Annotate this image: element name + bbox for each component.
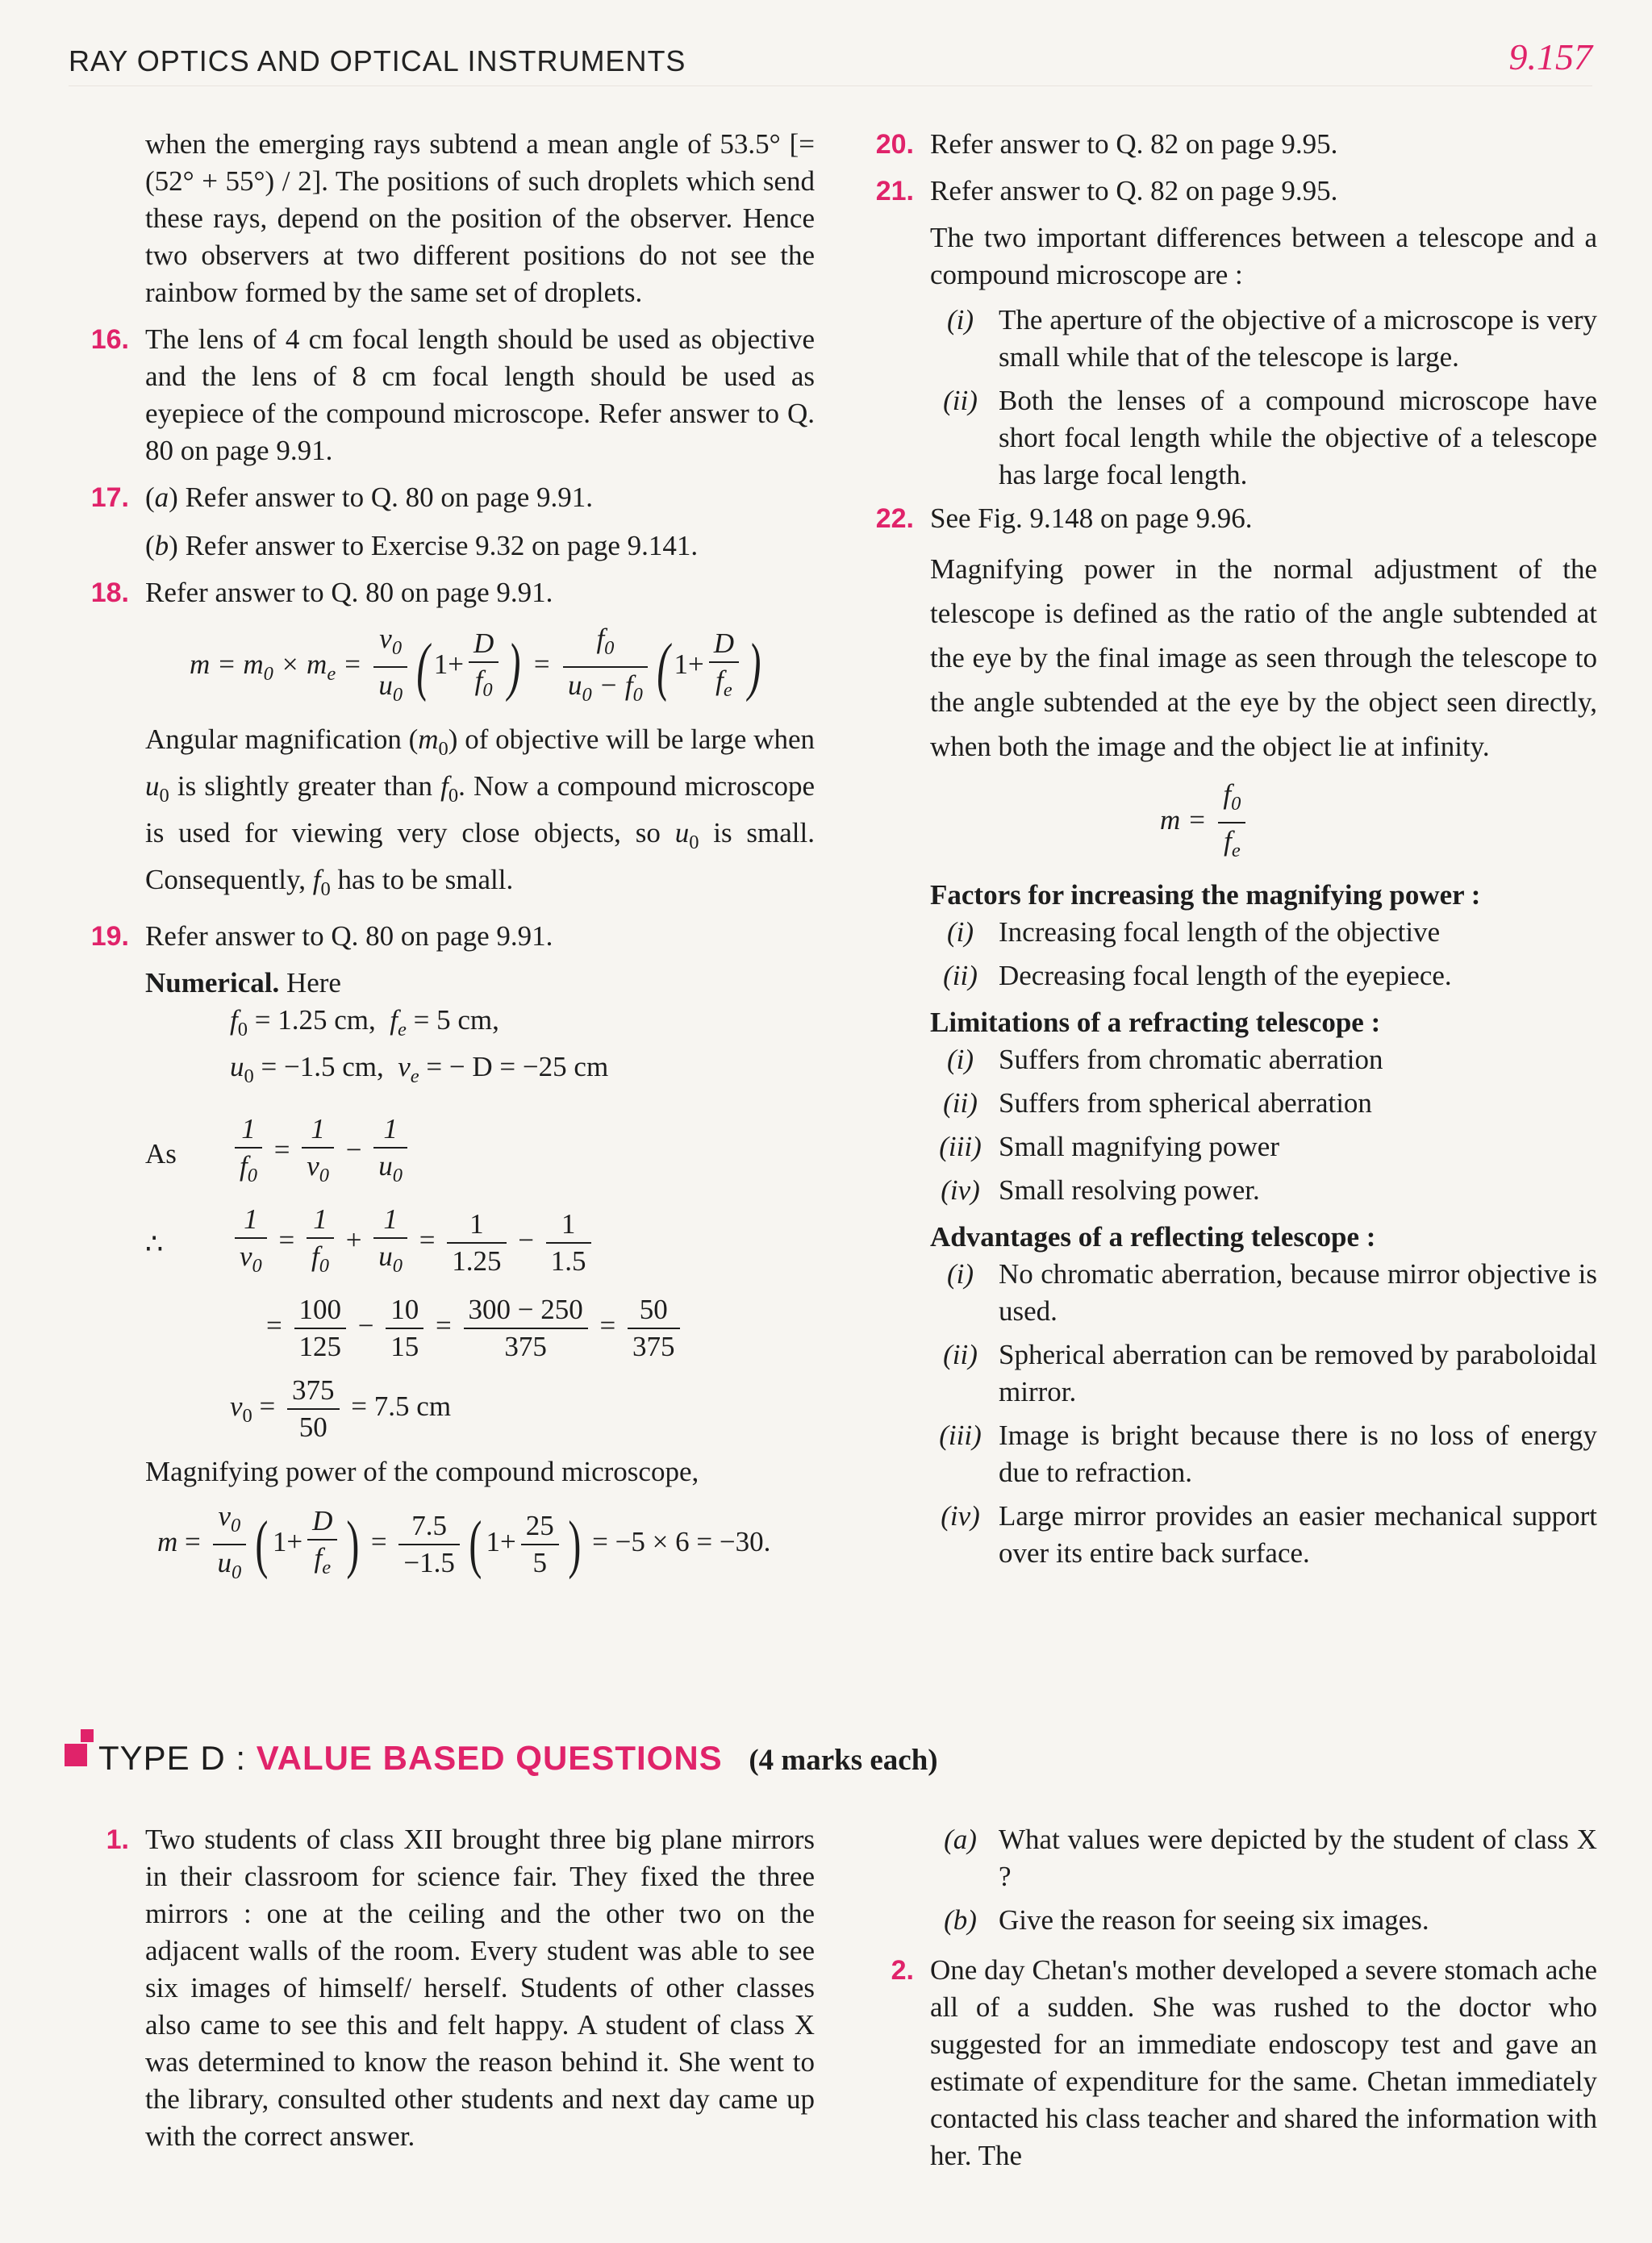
answer-20 [870,126,1597,163]
running-head: RAY OPTICS AND OPTICAL INSTRUMENTS [69,44,686,77]
limitation-item: (iv) Small resolving power. [941,1174,1260,1206]
answer-number: 16. [90,324,129,355]
answer-text: See Fig. 9.148 on page 9.96. [930,502,1253,534]
answer-number: 22. [875,503,914,534]
vbq-right-column [870,1821,1597,2184]
right-column [870,126,1597,1578]
paragraph-differences: The two important differences between a telescope and a compound microscope are : [930,222,1597,290]
advantage-item: (i) No chromatic aberration, because mirror objective is used. [946,1258,1597,1327]
section-type-label: TYPE D : [98,1739,247,1777]
answer-text: Refer answer to Q. 80 on page 9.91. [185,482,593,513]
factor-item: (i) Increasing focal length of the objective [946,916,1441,948]
equation-magnifying-power: m = $\frac{v_0}{u_0}$ ( 1+ $\frac{D}{f_e}$ ) = $\frac{7.5}{-1.5}$ ( 1+ $\frac{25}{5}$ ) = −5 × 6 = −30. [157,1500,771,1583]
answer-16 [85,321,815,469]
answer-number: 18. [90,577,129,608]
paragraph-magnifying-power: Magnifying power in the normal adjustment of the telescope is defined as the ratio of the angle subtended at the eye by the final image as seen through the telescope to the angle subtended at the eye by the object seen directly, when both the image and the object lie at infinity. [930,553,1597,762]
answer-number: 21. [875,176,914,206]
answer-number: 17. [90,482,129,513]
advantage-item: (iv) Large mirror provides an easier mechanical support over its entire back surface. [941,1500,1597,1569]
answer-number: 20. [875,129,914,160]
question-1 [85,1821,815,2155]
question-text: Two students of class XII brought three big plane mirrors in their classroom for science fair. They fixed the three mirrors : one at the ceiling and the other two on the adjacent walls of the room. Every student was able to see six images of himself/ herself. Students of other classes also came to see this and felt happy. A student of class X was determined to know the reason behind it. She went to the library, consulted other students and next day came up with the correct answer. [145,1824,815,2152]
section-marks: (4 marks each) [749,1744,938,1777]
answer-18 [85,574,815,611]
answer-text: Refer answer to Q. 80 on page 9.91. [145,920,553,952]
header-rule [69,85,1592,86]
answer-21 [870,173,1597,210]
factors-heading: Factors for increasing the magnifying power : [930,879,1481,911]
paragraph-rainbow: when the emerging rays subtend a mean angle of 53.5° [= (52° + 55°) / 2]. The positions of such droplets which send these rays, depend on the position of the observer. Hence two observers at two different positions do not see the rainbow formed by the same set of droplets. [145,128,815,308]
question-2 [870,1952,1597,2174]
paragraph-angular-magnification: Angular magnification $(m_0)$ of objective will be large when $u_0$ is slightly greater than $f_0$. Now a compound microscope is used for viewing very close objects, so $u_0$ is small. Consequently, $f_0$ has to be small. [145,723,816,900]
left-column [85,126,815,1599]
square-bullet-icon [65,1744,87,1766]
answer-17 [85,479,815,565]
limitation-item: (ii) Suffers from spherical aberration [943,1087,1372,1119]
answer-text: Refer answer to Q. 80 on page 9.91. [145,577,553,608]
question-number: 1. [106,1824,129,1855]
question-text: One day Chetan's mother developed a severe stomach ache all of a sudden. She was rushed to the doctor who suggested for an immediate endoscopy test and gave an estimate of expenditure for the same. Chetan immediately contacted his class teacher and shared the information with her. The [930,1954,1597,2171]
advantages-heading: Advantages of a reflecting telescope : [930,1221,1376,1253]
answer-19 [85,918,815,955]
magnifying-power-label: Magnifying power of the compound microscope, [145,1456,699,1487]
limitation-item: (i) Suffers from chromatic aberration [946,1044,1383,1075]
limitations-heading: Limitations of a refracting telescope : [930,1007,1381,1038]
answer-text: Refer answer to Exercise 9.32 on page 9.141. [185,530,699,561]
lens-equation-block: As $\frac{1}{f_0}$ = $\frac{1}{v_0}$ − $\frac{1}{u_0}$ ∴ $\frac{1}{v_0}$ = $\frac{1}{f_0}$ + $\frac{1}{u_0}$ = $\frac{1}{1.25}$ − $\frac{1}{1.5}$ = $\frac{100}{125}$ − $\frac{10}{15}$ = $\frac{300 - 250}{375}$ = $\frac{50}{375}$ $v_0$ = $\frac{375}{50}$ = 7.5 cm [85,1111,815,1445]
question-part: (a) What values were depicted by the student of class X ? [944,1824,1597,1892]
question-number: 2. [891,1955,914,1986]
given-values: $f_0 = 1.25$ cm, $f_e = 5$ cm, $u_0 = -1.5$ cm, $v_e$ = − D = −25 cm [230,1004,609,1087]
equation-magnification: $m = m_0 \times m_e$ = $\frac{v_0}{u_0}$ ( 1+ $\frac{D}{f_0}$ ) = $\frac{f_0}{u_0 - f_0}$ ( 1+ $\frac{D}{f_e}$ ) [190,623,761,706]
advantage-item: (ii) Spherical aberration can be removed by paraboloidal mirror. [943,1339,1597,1407]
answer-17b: (b) Refer answer to Exercise 9.32 on page 9.141. [145,530,699,561]
page-number: 9.157 [1508,36,1592,77]
question-part: (b) Give the reason for seeing six images. [944,1904,1429,1936]
numerical-heading: Numerical. Here [145,967,341,999]
section-title: VALUE BASED QUESTIONS [256,1739,723,1777]
difference-item: (ii) Both the lenses of a compound microscope have short focal length while the objective of a telescope has large focal length. [943,385,1597,490]
answer-number: 19. [90,921,129,952]
answer-text: The lens of 4 cm focal length should be used as objective and the lens of 8 cm focal length should be used as eyepiece of the compound microscope. Refer answer to Q. 80 on page 9.91. [145,323,815,466]
limitation-item: (iii) Small magnifying power [939,1131,1280,1162]
answer-22 [870,500,1597,537]
factor-item: (ii) Decreasing focal length of the eyepiece. [943,960,1452,991]
difference-item: (i) The aperture of the objective of a microscope is very small while that of the telescope is large. [946,304,1597,373]
section-heading [65,1739,938,1778]
square-bullet-icon [81,1729,94,1742]
vbq-left-column [85,1821,815,2165]
answer-text: Refer answer to Q. 82 on page 9.95. [930,128,1338,160]
answer-text: Refer answer to Q. 82 on page 9.95. [930,175,1338,206]
advantage-item: (iii) Image is bright because there is no loss of energy due to refraction. [939,1420,1597,1488]
answer-17a: (a) Refer answer to Q. 80 on page 9.91. [145,482,593,513]
equation-telescope: m = $\frac{f_0}{f_e}$ [870,777,1597,869]
